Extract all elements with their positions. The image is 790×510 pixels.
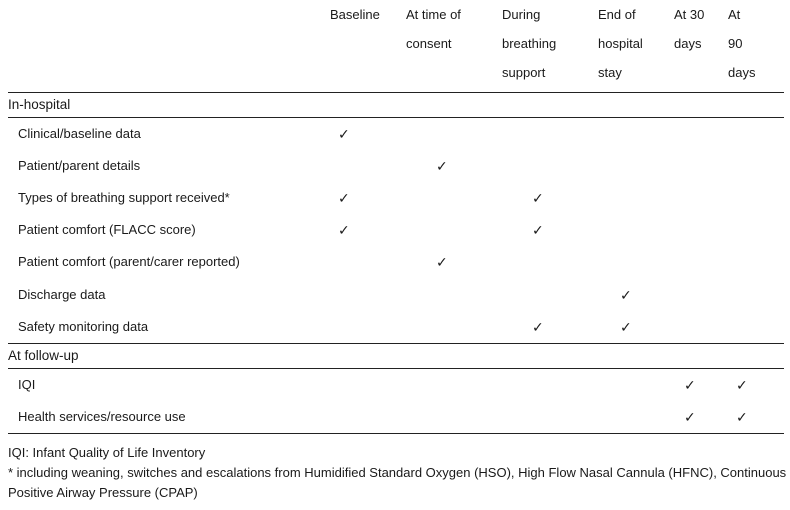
cell-baseline <box>326 311 402 344</box>
check-icon: ✓ <box>684 409 696 426</box>
header-baseline <box>326 0 402 92</box>
row-label: Health services/resource use <box>8 401 326 434</box>
cell-baseline <box>326 117 402 150</box>
cell-d30 <box>670 150 724 182</box>
header-line: At 30 <box>674 7 705 22</box>
cell-discharge <box>594 401 670 434</box>
cell-breathing <box>498 182 594 214</box>
cell-baseline <box>326 279 402 311</box>
cell-baseline <box>326 246 402 278</box>
check-icon: ✓ <box>736 409 748 426</box>
header-line: hospital <box>598 36 643 51</box>
table-row <box>8 246 784 278</box>
header-breathing <box>498 0 594 92</box>
cell-d30 <box>670 214 724 246</box>
check-icon: ✓ <box>620 287 632 304</box>
table-row <box>8 311 784 344</box>
header-30-days <box>670 0 724 92</box>
check-icon: ✓ <box>436 255 448 272</box>
row-label: Safety monitoring data <box>8 311 326 344</box>
table-row <box>8 150 784 182</box>
cell-consent <box>402 150 498 182</box>
cell-d90 <box>724 279 784 311</box>
check-icon: ✓ <box>338 223 350 240</box>
row-label: Clinical/baseline data <box>18 125 141 141</box>
check-icon: ✓ <box>532 223 544 240</box>
header-consent <box>402 0 498 92</box>
cell-breathing <box>498 117 594 150</box>
cell-d90 <box>724 311 784 344</box>
asterisk-footnote: * including weaning, switches and escalations from Humidified Standard Oxygen (HSO), High Flow Nasal Cannula (HFNC), Continuous Positive Airway Pressure (CPAP) <box>8 465 790 500</box>
check-icon: ✓ <box>436 158 448 175</box>
cell-d30 <box>670 246 724 278</box>
cell-d30 <box>670 117 724 150</box>
cell-consent <box>402 182 498 214</box>
header-line: stay <box>598 65 622 80</box>
cell-d90 <box>724 368 784 401</box>
check-icon: ✓ <box>620 319 632 336</box>
cell-discharge <box>594 150 670 182</box>
cell-breathing <box>498 279 594 311</box>
cell-breathing <box>498 368 594 401</box>
check-icon: ✓ <box>736 377 748 394</box>
cell-consent <box>402 214 498 246</box>
row-label: Discharge data <box>18 286 106 302</box>
cell-d30 <box>670 368 724 401</box>
row-label: IQI <box>18 376 36 392</box>
cell-discharge <box>594 182 670 214</box>
check-icon: ✓ <box>338 190 350 207</box>
cell-consent <box>402 246 498 278</box>
cell-breathing <box>498 246 594 278</box>
row-label: Patient/parent details <box>18 157 141 173</box>
schedule-table <box>8 0 784 434</box>
cell-d30 <box>670 401 724 434</box>
abbreviation-footnote: IQI: Infant Quality of Life Inventory <box>8 445 206 460</box>
cell-baseline <box>326 214 402 246</box>
section-title: In-hospital <box>8 92 784 117</box>
section-row <box>8 92 784 117</box>
cell-baseline <box>326 368 402 401</box>
cell-d30 <box>670 182 724 214</box>
cell-discharge <box>594 279 670 311</box>
table-row <box>8 368 784 401</box>
header-row <box>8 0 784 92</box>
header-line: During <box>502 7 541 22</box>
cell-d90 <box>724 117 784 150</box>
header-line: support <box>502 65 546 80</box>
header-line: At time of <box>406 7 461 22</box>
cell-d30 <box>670 311 724 344</box>
header-90-days <box>724 0 784 92</box>
table-row <box>8 401 784 434</box>
header-line: At <box>728 7 741 22</box>
footnotes <box>8 443 788 503</box>
cell-baseline <box>326 182 402 214</box>
check-icon: ✓ <box>338 126 350 143</box>
row-label: Types of breathing support received* <box>18 189 230 205</box>
cell-d90 <box>724 401 784 434</box>
check-icon: ✓ <box>684 377 696 394</box>
header-discharge <box>594 0 670 92</box>
section-row <box>8 343 784 368</box>
table-row <box>8 279 784 311</box>
cell-baseline <box>326 150 402 182</box>
header-line: End of <box>598 7 636 22</box>
cell-discharge <box>594 246 670 278</box>
cell-d90 <box>724 150 784 182</box>
cell-discharge <box>594 311 670 344</box>
cell-baseline <box>326 401 402 434</box>
header-line: consent <box>406 36 452 51</box>
cell-consent <box>402 401 498 434</box>
table-row <box>8 214 784 246</box>
cell-d90 <box>724 182 784 214</box>
cell-d90 <box>724 214 784 246</box>
cell-breathing <box>498 401 594 434</box>
cell-consent <box>402 368 498 401</box>
cell-breathing <box>498 150 594 182</box>
cell-discharge <box>594 214 670 246</box>
cell-d90 <box>724 246 784 278</box>
row-label: Patient comfort (parent/carer reported) <box>18 254 240 270</box>
cell-breathing <box>498 311 594 344</box>
table-row <box>8 182 784 214</box>
cell-consent <box>402 311 498 344</box>
cell-consent <box>402 117 498 150</box>
header-line: Baseline <box>330 7 380 22</box>
cell-discharge <box>594 117 670 150</box>
header-line: 90 <box>728 36 743 51</box>
table-body <box>8 92 784 433</box>
cell-breathing <box>498 214 594 246</box>
cell-discharge <box>594 368 670 401</box>
check-icon: ✓ <box>532 319 544 336</box>
row-label: Patient comfort (FLACC score) <box>18 222 196 238</box>
table-row <box>8 117 784 150</box>
check-icon: ✓ <box>532 190 544 207</box>
header-blank-cell <box>8 0 326 92</box>
header-line: days <box>674 36 702 51</box>
cell-d30 <box>670 279 724 311</box>
header-line: breathing <box>502 36 557 51</box>
header-line: days <box>728 65 756 80</box>
cell-consent <box>402 279 498 311</box>
section-title: At follow-up <box>8 343 784 368</box>
